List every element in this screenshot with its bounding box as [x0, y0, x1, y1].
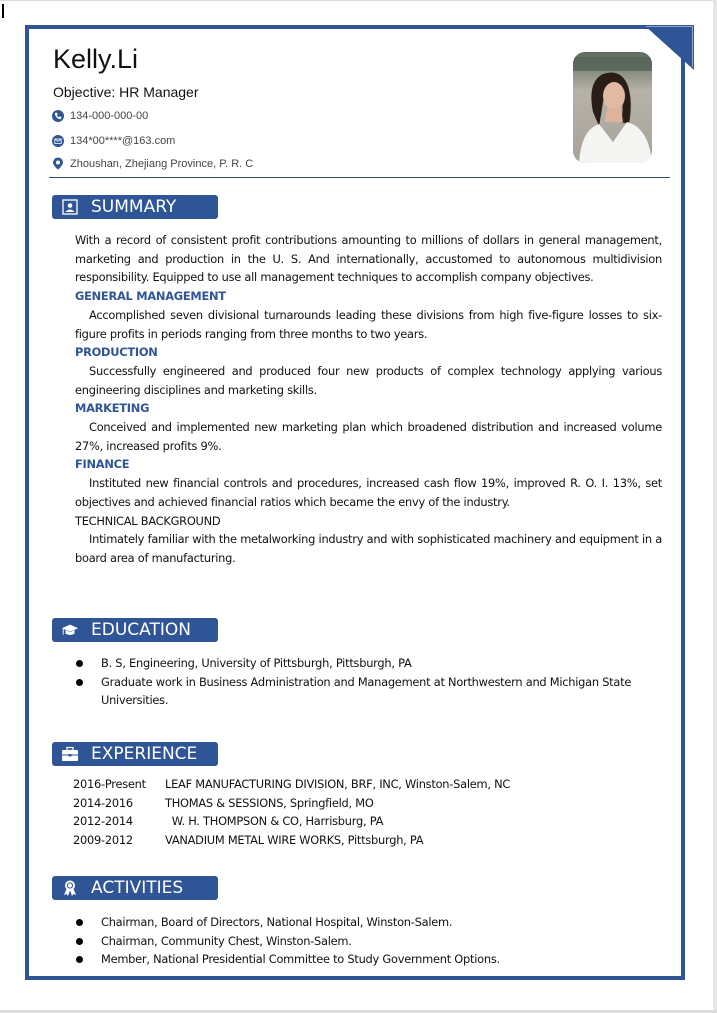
summary-intro: With a record of consistent profit contributions amounting to millions of dollars in general management, marketing and production in the U. S. And internationally, accustomed to autonomous multidivision responsibility. Equipped to use all management techniques to accomplish company objectives.	[75, 233, 662, 285]
education-title: EDUCATION	[91, 620, 191, 640]
list-item	[75, 932, 655, 951]
activities-title: ACTIVITIES	[91, 878, 184, 898]
summary-subheading: FINANCE	[75, 457, 130, 472]
list-item	[75, 950, 655, 969]
summary-subheading: PRODUCTION	[75, 345, 158, 360]
summary-body	[75, 231, 662, 568]
experience-years: 2012-2014	[73, 814, 133, 829]
education-item: B. S, Engineering, University of Pittsburgh, Pittsburgh, PA	[101, 656, 412, 670]
list-item	[75, 913, 655, 932]
experience-row	[73, 794, 510, 813]
list-item	[75, 673, 645, 710]
experience-list	[73, 775, 510, 850]
experience-years: 2009-2012	[73, 833, 133, 848]
summary-paragraph: Intimately familiar with the metalworking industry and with sophisticated machinery and equipment in a board area of manufacturing.	[75, 532, 662, 565]
contact-address	[52, 157, 253, 170]
bullet-icon	[75, 913, 101, 932]
experience-section-header	[52, 742, 218, 766]
phone-icon	[52, 110, 64, 122]
bullet-icon	[75, 950, 101, 969]
education-list	[75, 654, 645, 710]
experience-years: 2014-2016	[73, 795, 133, 810]
email-text: 134*00****@163.com	[70, 135, 176, 147]
activity-item: Member, National Presidential Committee to Study Government Options.	[101, 952, 500, 967]
contact-email	[52, 135, 175, 147]
summary-paragraph: Successfully engineered and produced four new products of complex technology applying various engineering disciplines and marketing skills.	[75, 363, 662, 397]
candidate-name: Kelly.Li	[53, 44, 139, 74]
location-pin-icon	[52, 157, 64, 170]
experience-years: 2016-Present	[73, 777, 146, 791]
vertical-scrollbar[interactable]	[713, 0, 717, 1013]
text-cursor	[2, 4, 4, 18]
summary-title: SUMMARY	[91, 197, 177, 217]
profile-photo	[573, 52, 652, 163]
page-top-edge	[0, 0, 717, 1]
bullet-icon	[75, 932, 101, 951]
experience-row	[73, 775, 510, 794]
experience-title: EXPERIENCE	[91, 744, 198, 764]
phone-text: 134-000-000-00	[70, 110, 149, 122]
summary-paragraph: Conceived and implemented new marketing plan which broadened distribution and increased volume 27%, increased profits 9%.	[75, 420, 662, 453]
bullet-icon	[75, 654, 101, 673]
experience-row	[73, 812, 510, 831]
address-text: Zhoushan, Zhejiang Province, P. R. C	[70, 157, 254, 170]
activity-item: Chairman, Community Chest, Winston-Salem.	[101, 933, 352, 948]
experience-company: VANADIUM METAL WIRE WORKS, Pittsburgh, PA	[165, 833, 424, 848]
summary-subheading: MARKETING	[75, 401, 150, 416]
header-divider	[49, 177, 670, 178]
list-item	[75, 654, 645, 673]
education-section-header	[52, 618, 218, 642]
award-ribbon-icon	[61, 879, 79, 897]
activity-item: Chairman, Board of Directors, National Hospital, Winston-Salem.	[101, 915, 453, 929]
person-icon	[61, 198, 79, 216]
summary-subheading: TECHNICAL BACKGROUND	[75, 513, 221, 528]
activities-section-header	[52, 876, 218, 900]
graduation-cap-icon	[61, 621, 79, 639]
education-item: Graduate work in Business Administration and Management at Northwestern and Michigan State Universities.	[101, 674, 632, 708]
experience-company: THOMAS & SESSIONS, Springfield, MO	[165, 795, 374, 810]
activities-list	[75, 913, 655, 969]
objective-line: Objective: HR Manager	[53, 84, 199, 100]
contact-phone	[52, 110, 148, 122]
briefcase-icon	[61, 745, 79, 763]
email-icon	[52, 135, 64, 147]
bullet-icon	[75, 673, 101, 710]
summary-paragraph: Instituted new financial controls and procedures, increased cash flow 19%, improved R. O. I. 13%, set objectives and achieved financial ratios which became the envy of the industry.	[75, 476, 662, 509]
summary-section-header	[52, 195, 218, 219]
experience-row	[73, 831, 510, 850]
experience-company: W. H. THOMPSON & CO, Harrisburg, PA	[165, 814, 384, 829]
summary-subheading: GENERAL MANAGEMENT	[75, 289, 226, 304]
summary-paragraph: Accomplished seven divisional turnarounds leading these divisions from high five-figure losses to six-figure profits in periods ranging from three months to two years.	[75, 307, 662, 341]
experience-company: LEAF MANUFACTURING DIVISION, BRF, INC, Winston-Salem, NC	[165, 777, 511, 791]
